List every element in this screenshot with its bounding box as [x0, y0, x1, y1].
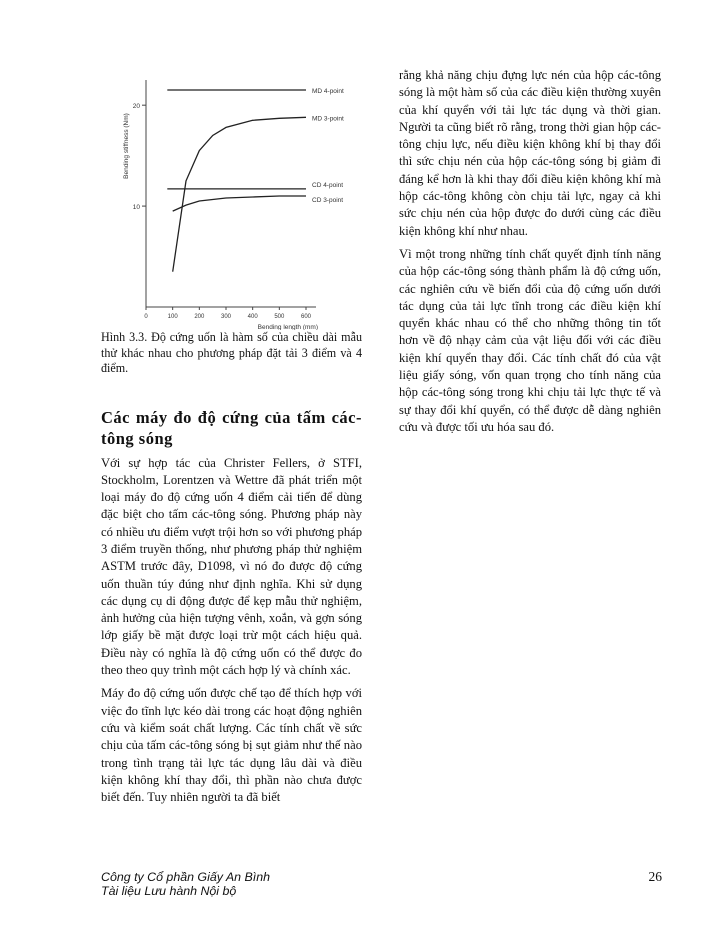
x-tick-label: 400 [247, 314, 258, 320]
y-tick-label: 10 [132, 204, 140, 212]
left-paragraph-2: Máy đo độ cứng uốn được chế tạo để thích hợp với việc đo tĩnh lực kéo dài trong các hoạt động nghiên cứu và kiểm soát chất lượng. Các tính chất về sức chịu của tấm các-tông sóng bị sụt giảm như thế nào trong tình trạng tải lực tác dụng lâu dài và điều kiện không khí thay đổi, thì phần nào chưa được biết đến. Tuy nhiên người ta đã biết [101, 686, 362, 805]
right-paragraph-1: rằng khả năng chịu đựng lực nén của hộp các-tông sóng là một hàm số của các điều kiện thường xuyên của khí quyển với tải lực tác dụng và thời gian. Người ta cũng biết rõ rằng, trong thời gian hộp các-tông chịu lực, nếu điều kiện không khí bị thay đổi thì sức chịu nén của hộp các-tông sóng bị giảm đi đáng kể hơn là khi thay đổi điều kiện không khí mà hộp các-tông không còn chịu tải lực, ngay cả khi sức chịu nén của hộp được đo dưới cùng các điều kiện không khí như nhau. [399, 68, 661, 238]
right-paragraph-2: Vì một trong những tính chất quyết định tính năng của hộp các-tông sóng thành phẩm là độ cứng uốn, các nghiên cứu về biến đổi của độ cứng uốn dưới tác dụng của tải lực tĩnh trong các điều kiện khí quyển khác nhau có thể cho những thông tin tốt hơn về độ nhạy cảm của vật liệu đối với các điều kiện khí quyển thay đổi. Các tính chất đó của vật liệu giấy sóng, vốn quan trọng cho tính năng của hộp các-tông sóng trong khi chịu tải lực thực tế và sự thay đổi khí quyển, có thể được dễ dàng nghiên cứu và được tối ưu hóa sau đó. [399, 246, 661, 434]
figure-caption: Hình 3.3. Độ cứng uốn là hàm số của chiều dài mẫu thử khác nhau cho phương pháp đặt tải 3 điểm và 4 điểm. [101, 330, 362, 375]
left-paragraph-1: Với sự hợp tác của Christer Fellers, ở STFI, Stockholm, Lorentzen và Wettre đã phát triển một loại máy đo độ cứng uốn 4 điểm cải tiến để dùng đặc biệt cho tấm các-tông sóng. Phương pháp này có nhiều ưu điểm vượt trội hơn so với phương pháp 3 điểm truyền thống, như phương pháp thử nghiệm ASTM trước đây, D1098, vì nó đo được độ cứng uốn thuần túy đúng như định nghĩa. Khi sử dụng các dụng cụ di động được để kẹp mẫu thử nghiệm, ảnh hưởng của hiện tượng vênh, xoắn, và gợn sóng lớp giấy bề mặt được loại trừ một cách hiệu quả. Điều này có nghĩa là độ cứng uốn có thể được đo theo theo quy trình một cách hợp lý và chính xác. [101, 455, 362, 678]
chart-axes [142, 80, 316, 310]
y-tick-label: 20 [132, 103, 140, 111]
footer-company: Công ty Cổ phần Giấy An Bình [101, 870, 270, 884]
x-tick-label: 0 [144, 314, 148, 320]
x-axis-label: Bending length (mm) [257, 324, 318, 330]
curve-cd-3-point [173, 196, 306, 211]
x-tick-label: 500 [274, 314, 285, 320]
left-column [101, 60, 362, 812]
curve-label: MD 3-point [312, 115, 344, 123]
x-tick-label: 200 [194, 314, 205, 320]
x-tick-label: 300 [220, 314, 232, 320]
chart-curves [167, 90, 306, 272]
curve-label: CD 4-point [312, 181, 344, 189]
curve-md-3-point [173, 117, 306, 271]
right-column [399, 67, 661, 442]
page-number: 26 [648, 869, 662, 884]
footer-doc-note: Tài liệu Lưu hành Nội bộ [101, 884, 237, 898]
y-axis-label: Bending stiffness (Nm) [123, 113, 130, 179]
curve-label: CD 3-point [312, 197, 344, 204]
x-tick-label: 600 [300, 314, 312, 320]
x-tick-label: 100 [167, 314, 178, 320]
curve-label: MD 4-point [312, 88, 344, 96]
section-heading: Các máy đo độ cứng của tấm các-tông sóng [101, 407, 362, 448]
bending-stiffness-chart [101, 60, 362, 330]
chart-labels [123, 88, 344, 330]
page-footer [101, 870, 662, 898]
